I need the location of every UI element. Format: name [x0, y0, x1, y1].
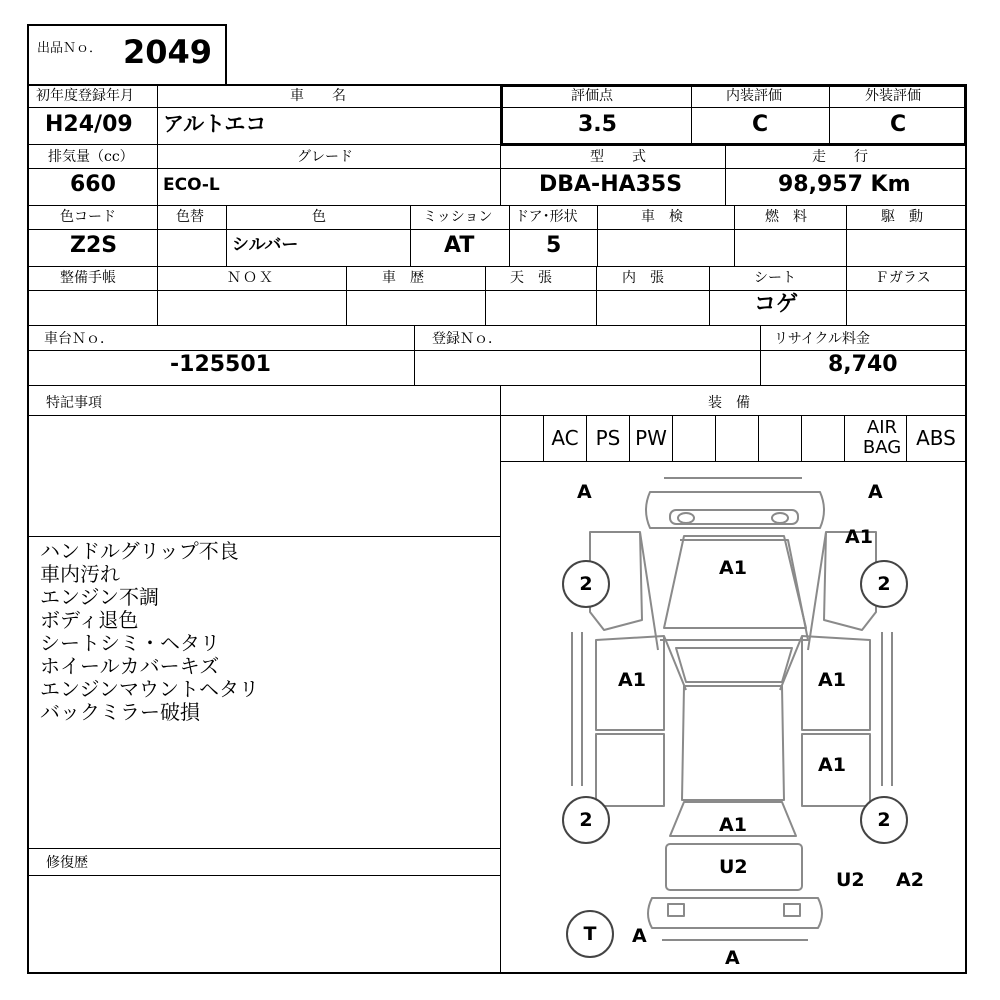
note-item: ホイールカバーキズ [40, 654, 220, 678]
special-notes-label: 特記事項 [46, 395, 102, 411]
displacement-value: 660 [70, 172, 116, 197]
spare-tire: T [566, 910, 614, 958]
note-item: エンジンマウントヘタリ [40, 677, 259, 701]
lot-number: 2049 [123, 33, 213, 71]
door-shape-value: 5 [546, 233, 562, 258]
door-shape-label: ドア･形状 [515, 209, 578, 225]
note-item: シートシミ・ヘタリ [40, 631, 220, 655]
car-name-label: 車 名 [290, 88, 346, 104]
note-item: エンジン不調 [40, 585, 159, 609]
score-label: 評価点 [571, 88, 613, 104]
seat-value: コゲ [754, 292, 799, 317]
airbag-text: AIR BAG [862, 417, 902, 458]
repair-history-label: 修復歴 [46, 855, 88, 871]
recycle-fee-label: リサイクル料金 [774, 331, 871, 347]
equipment-pw: PW [635, 426, 667, 450]
note-item: ボディ退色 [40, 608, 139, 632]
rear-right-tire: 2 [860, 796, 908, 844]
headliner-label: 天 張 [510, 270, 552, 286]
grade-label: グレード [297, 149, 353, 165]
damage-mark: U2 [719, 856, 748, 878]
lot-number-label: 出品Ｎｏ． [37, 41, 103, 56]
color-code-value: Z2S [70, 233, 118, 258]
damage-mark: A1 [845, 526, 873, 548]
note-item: ハンドルグリップ不良 [40, 539, 239, 563]
damage-mark: A [725, 947, 740, 969]
color-label: 色 [312, 209, 326, 225]
rear-left-tire: 2 [562, 796, 610, 844]
equipment-ps: PS [595, 426, 621, 450]
car-name-value: アルトエコ [163, 112, 267, 136]
fuel-label: 燃 料 [765, 209, 807, 225]
windshield-outline [676, 648, 792, 682]
damage-mark: A [577, 481, 592, 503]
first-registration-label: 初年度登録年月 [36, 88, 134, 104]
exterior-grade-label: 外装評価 [865, 88, 921, 104]
mileage-value: 98,957 Km [778, 172, 911, 197]
exterior-grade-value: C [890, 112, 907, 137]
repaint-label: 色替 [176, 209, 204, 225]
interior-trim-label: 内 張 [622, 270, 664, 286]
color-code-label: 色コード [60, 209, 116, 225]
rear-bumper-outline [648, 898, 822, 928]
front-right-tire: 2 [860, 560, 908, 608]
model-code-label: 型 式 [590, 149, 646, 165]
damage-mark: A1 [618, 669, 646, 691]
front-left-tire: 2 [562, 560, 610, 608]
mileage-label: 走 行 [812, 149, 868, 165]
damage-mark: A1 [818, 754, 846, 776]
equipment-abs: ABS [916, 426, 956, 450]
note-item: 車内汚れ [40, 562, 120, 586]
transmission-value: AT [444, 233, 475, 258]
drive-label: 駆 動 [881, 209, 923, 225]
damage-mark: A1 [818, 669, 846, 691]
vehicle-history-label: 車 歴 [382, 270, 424, 286]
hood-outline [664, 536, 806, 628]
chassis-number-value: -125501 [170, 352, 271, 377]
grade-value: ECO-L [163, 175, 220, 195]
damage-mark: A [868, 481, 883, 503]
equipment-label: 装 備 [708, 395, 750, 411]
seat-label: シート [754, 270, 796, 286]
chassis-number-label: 車台Ｎｏ． [44, 331, 114, 347]
nox-label: ＮＯＸ [227, 270, 275, 286]
damage-mark: A1 [719, 814, 747, 836]
damage-mark: A [632, 925, 647, 947]
damage-mark: A2 [896, 869, 924, 891]
roof-outline [682, 686, 784, 800]
service-record-label: 整備手帳 [60, 270, 116, 286]
damage-mark: A1 [719, 557, 747, 579]
score-value: 3.5 [578, 112, 617, 137]
interior-grade-label: 内装評価 [726, 88, 782, 104]
windshield-label: Ｆガラス [875, 270, 931, 286]
transmission-label: ミッション [423, 209, 493, 225]
left-rear-door-outline [596, 734, 664, 806]
damage-mark: U2 [836, 869, 865, 891]
inspection-label: 車 検 [641, 209, 683, 225]
registration-number-label: 登録Ｎｏ． [432, 331, 502, 347]
equipment-ac: AC [551, 426, 579, 450]
color-value: シルバー [232, 235, 299, 255]
first-registration-value: H24/09 [45, 112, 133, 137]
interior-grade-value: C [752, 112, 769, 137]
displacement-label: 排気量（cc） [48, 149, 134, 165]
model-code-value: DBA-HA35S [539, 172, 683, 197]
recycle-fee-value: 8,740 [828, 352, 898, 377]
note-item: バックミラー破損 [40, 700, 200, 724]
